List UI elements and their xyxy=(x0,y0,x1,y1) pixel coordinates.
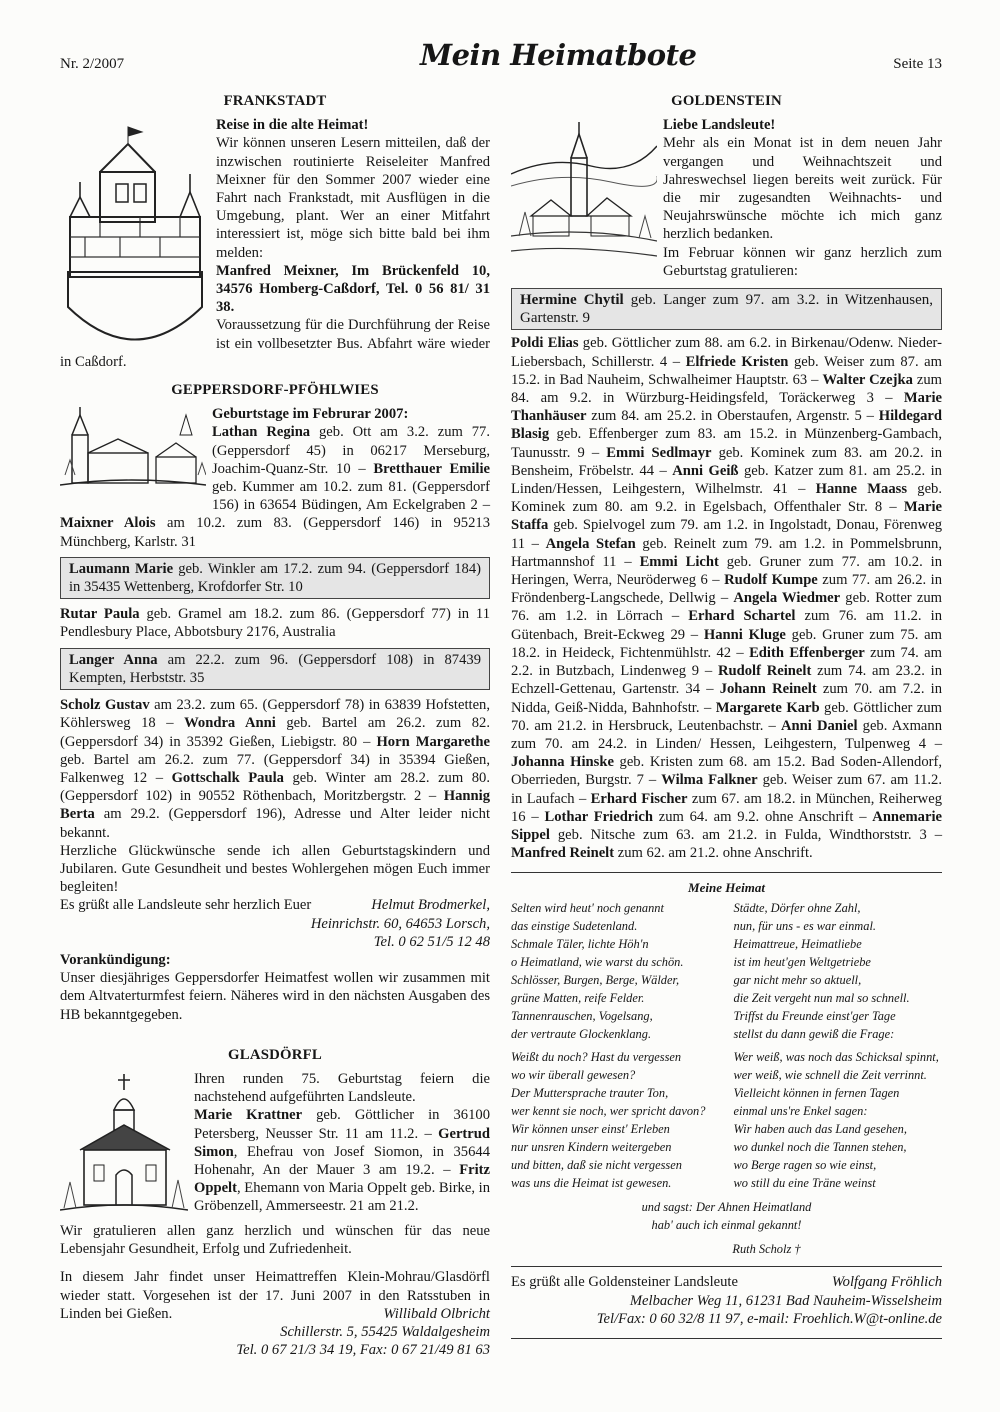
wish-text: Wir gratulieren allen ganz herzlich und wünschen für das neue Lebensjahr Gesundheit, Erfolg und Zufriedenheit. xyxy=(60,1222,490,1258)
section-glasdoerfl xyxy=(60,1046,490,1360)
birthday-name: Elfriede Kristen xyxy=(685,353,789,370)
birthday-name: Lothar Friedrich xyxy=(544,808,653,825)
poem-stanza xyxy=(511,900,942,1043)
poem-line: gar nicht mehr so aktuell, xyxy=(733,972,862,987)
poem-author: Ruth Scholz † xyxy=(732,1241,801,1256)
birthday-name: Hanni Kluge xyxy=(703,626,786,643)
chapel-illustration xyxy=(60,1070,188,1220)
poem-title: Meine Heimat xyxy=(688,880,765,896)
poem-line: ist im heut'gen Weltgetriebe xyxy=(733,954,871,969)
poem-line: Heimattreue, Heimatliebe xyxy=(733,937,862,952)
contact-info: Manfred Meixner, Im Brückenfeld 10, 34576 Homberg-Caßdorf, Tel. 0 56 81/ 31 38. xyxy=(216,262,490,316)
section-frankstadt xyxy=(60,92,490,371)
section-geppersdorf xyxy=(60,381,490,1024)
birthday-name: Angela Wiedmer xyxy=(733,590,841,607)
birthday-details: zum 77. am 26.2. in Fröndenberg-Langschede, Dellwig – xyxy=(511,572,942,607)
signature-contact: Tel/Fax: 0 60 32/8 11 97, e-mail: Froehlich.W@t-online.de xyxy=(596,1310,942,1327)
birthday-list: Scholz Gustav am 23.2. zum 65. (Geppersdorf 78) in 63839 Hofstetten, Köhlersweg 18 – Wondra Anni geb. Bartel am 26.2. zum 82. (Geppersdorf 34) in 35392 Gießen, Liebigstr. 80 – Horn Margarethe geb. Bartel am 26.2. zum 77. (Geppersdorf 34) in 35394 Gießen, Falkenweg 12 – Gottschalk Paula geb. Winter am 28.2. zum 80. (Geppersdorf 102) in 90552 Röthenbach, Moritzbergstr. 2 – Hannig Berta am 29.2. (Geppersdorf 196), Adresse und Alter leider nicht bekannt. xyxy=(60,697,490,841)
poem-line: Weißt du noch? Hast du vergessen xyxy=(511,1050,682,1065)
intro-text: Mehr als ein Monat ist in dem neuen Jahr vergangen und Weihnachtszeit und Jahreswechsel liegen bereits weit zurück. Für die mir zugesandten Weihnachts- und Neujahrswünsche möchte ich mich ganz herzlich bedanken. xyxy=(663,135,942,243)
section-title: GOLDENSTEIN xyxy=(671,93,782,109)
town-landscape-illustration xyxy=(511,116,657,266)
greeting-text: Herzliche Glückwünsche sende ich allen Geburtstagskindern und Jubilaren. Gute Gesundheit und bestes Wohlergehen mögen Euch immer begleiten! xyxy=(60,842,490,896)
birthday-details: zum 74. am 23.2. in Echzell-Gettenau, Gartenstr. 34 – xyxy=(511,663,942,698)
birthday-name: Marie Staffa xyxy=(511,499,942,534)
poem-line: Der Muttersprache trauter Ton, xyxy=(511,1086,669,1101)
birthday-details: geb. Axmann zum 70. am 24.2. in Linden/ Hessen, Leihgestern, Tulpenweg 4 – xyxy=(511,717,942,752)
signature-phone: Tel. 0 67 21/3 34 19, Fax: 0 67 21/49 81 63 xyxy=(236,1342,490,1359)
poem-line: Triffst du Freunde einst'ger Tage xyxy=(733,1008,896,1023)
birthday-name: Anni Daniel xyxy=(780,717,858,734)
birthday-list: Marie Krattner geb. Göttlicher in 36100 Petersberg, Neusser Str. 11 am 11.2. – Gertrud Simon, Ehefrau von Josef Siomon, in 35644 Hohenahr, An der Mauer 3 am 19.2. – Fritz Oppelt, Ehemann von Maria Oppelt geb. Birke, in Gröbenzell, Ammerseestr. 21 am 21.2. xyxy=(194,1107,490,1215)
poem-line: wer weiß, wie schnell die Zeit verrinnt. xyxy=(733,1068,927,1083)
birthday-details: geb. Effenberger zum 83. am 15.2. in Münzenberg-Gambach, Taunusstr. 9 – xyxy=(511,426,942,461)
goldenstein-signature xyxy=(511,1273,942,1328)
poem-line: wo wir überall gewesen? xyxy=(511,1068,636,1083)
birthday-details: zum 76. am 11.2. in Gütenbach, Breit-Eckweg 29 – xyxy=(511,608,942,643)
birthday-name: Hanne Maass xyxy=(815,481,907,498)
poem-stanza-left xyxy=(511,1049,720,1192)
subtitle: Geburtstage im Februrar 2007: xyxy=(212,406,409,423)
divider xyxy=(511,1338,942,1339)
birthday-details: zum 74. am 2.2. in Butzbach, Lindenweg 9 – xyxy=(511,644,942,680)
poem-line: einmal uns're Enkel sagen: xyxy=(733,1104,868,1119)
birthday-name: Johanna Hinske xyxy=(511,754,614,771)
birthday-name: Wilma Falkner xyxy=(661,772,758,789)
birthday-details: zum 84. am 9.2. in Würzburg-Heidingsfeld, Toräckerweg 3 – xyxy=(511,371,942,407)
birthday-details: geb. Rotter zum 76. am 1.2. in Lörrach – xyxy=(511,590,942,625)
poem-stanza-right xyxy=(734,1049,943,1192)
birthday-name: Erhard Schartel xyxy=(688,608,796,625)
announcement-title: Vorankündigung: xyxy=(60,951,171,968)
poem-stanza xyxy=(511,1049,942,1192)
page-header xyxy=(0,0,1000,80)
signature-address: Schillerstr. 5, 55425 Waldalgesheim xyxy=(280,1324,490,1341)
birthday-list: Lathan Regina geb. Ott am 3.2. zum 77. (Geppersdorf 45) in 06217 Merseburg, Joachim-Quanz-Str. 10 – Bretthauer Emilie geb. Kummer am 10.2. zum 81. (Geppersdorf 156) in 63654 Büdingen, Am Eckelgraben 2 – Maixner Alois am 10.2. zum 83. (Geppersdorf 146) in 95213 Münchberg, Karlstr. 31 xyxy=(60,424,490,550)
poem-line: nur unsren Kindern weitergeben xyxy=(511,1140,672,1155)
birthday-name: Walter Czejka xyxy=(822,371,913,388)
birthday-name: Edith Effenberger xyxy=(749,644,865,661)
poem-line: o Heimatland, wie warst du schön. xyxy=(511,954,684,969)
section-goldenstein xyxy=(511,92,942,862)
body-text: Voraussetzung für die Durchführung der Reise ist ein vollbesetzter Bus. Abfahrt wäre wieder in Caßdorf. xyxy=(60,317,490,370)
birthday-name: Emmi Sedlmayr xyxy=(606,444,712,461)
birthday-name: Margarete Karb xyxy=(715,699,820,716)
poem-line: nun, für uns - es war einmal. xyxy=(733,919,876,934)
poem-line: Selten wird heut' noch genannt xyxy=(511,901,664,916)
birthday-details: geb. Reinelt zum 79. am 1.2. in Pommelsbrunn, Hartmannshof 11 – xyxy=(511,535,942,570)
birthday-entry: Rutar Paula geb. Gramel am 18.2. zum 86. (Geppersdorf 77) in 11 Pendlesbury Place, Abbotsbury 2176, Australia xyxy=(60,606,490,641)
castle-illustration xyxy=(60,122,210,342)
subtitle: Reise in die alte Heimat! xyxy=(216,117,369,134)
poem-line: was uns die Heimat ist gewesen. xyxy=(511,1175,672,1190)
poem-line: Vielleicht können in fernen Tagen xyxy=(733,1086,900,1101)
birthday-name: Anni Geiß xyxy=(672,462,739,479)
poem-line: wo still du eine Träne weinst xyxy=(733,1175,876,1190)
birthday-details: zum 62. am 21.2. ohne Anschrift. xyxy=(614,845,813,862)
birthday-name: Rudolf Kumpe xyxy=(724,572,818,589)
poem-line: und bitten, daß sie nicht vergessen xyxy=(511,1157,682,1172)
poem-line: Schmale Täler, lichte Höh'n xyxy=(511,937,649,952)
signature-address: Heinrichstr. 60, 64653 Lorsch, xyxy=(310,915,490,932)
poem-line: Wir können unser einst' Erleben xyxy=(511,1122,670,1137)
poem-line: das einstige Sudetenland. xyxy=(511,919,638,934)
poem-line: wo dunkel noch die Tannen stehen, xyxy=(733,1140,907,1155)
signature-address: Melbacher Weg 11, 61231 Bad Nauheim-Wisselsheim xyxy=(629,1292,942,1309)
birthday-name: Angela Stefan xyxy=(545,535,636,552)
birthday-name: Rudolf Reinelt xyxy=(717,663,812,680)
birthday-name: Annemarie Sippel xyxy=(511,808,942,843)
intro-text-2: Im Februar können wir ganz herzlich zum Geburtstag gratulieren: xyxy=(663,244,942,279)
birthday-details: geb. Göttlicher zum 70. am 21.2. in Hersbruck, Leutenbachstr. – xyxy=(511,699,942,734)
section-title: FRANKSTADT xyxy=(223,93,327,109)
birthday-details: geb. Katzer zum 81. am 25.2. in Linden/Hessen, Leihgestern, Wilhelmstr. 41 – xyxy=(511,462,942,498)
poem-line: stellst du dann gewiß die Frage: xyxy=(733,1026,895,1041)
birthday-name: Hildegard Blasig xyxy=(511,408,942,443)
birthday-name: Manfred Reinelt xyxy=(511,845,615,862)
signature-name: Willibald Olbricht xyxy=(383,1305,490,1322)
birthday-name: Emmi Licht xyxy=(639,553,719,570)
highlight-box: Hermine Chytil geb. Langer zum 97. am 3.2. in Witzenhausen, Gartenstr. 9 xyxy=(511,288,942,330)
birthday-name: Erhard Fischer xyxy=(590,790,688,807)
poem-line: hab' auch ich einmal gekannt! xyxy=(651,1217,802,1232)
birthday-details: zum 70. am 7.2. in Nidda, Geiß-Nidda, Bahnhofstr. – xyxy=(511,681,943,716)
poem-line: Tannenrauschen, Vogelsang, xyxy=(511,1008,653,1023)
poem-line: der vertraute Glockenklang. xyxy=(511,1026,652,1041)
page-number: Seite 13 xyxy=(893,56,942,72)
poem-line: Schlösser, Burgen, Berge, Wälder, xyxy=(511,972,680,987)
birthday-details: geb. Gruner zum 75. am 18.2. in Heideck, Fichtenmühlstr. 42 – xyxy=(511,626,943,661)
poem-line: grüne Matten, reife Felder. xyxy=(511,990,645,1005)
poem-stanza-right xyxy=(734,900,943,1043)
poem-line: wo Berge ragen so wie einst, xyxy=(733,1157,877,1172)
birthday-details: geb. Kominek zum 80. am 9.2. in Egelsbach, Offenthaler Str. 8 – xyxy=(511,481,942,516)
section-title: GEPPERSDORF-PFÖHLWIES xyxy=(171,382,379,399)
birthday-name: Johann Reinelt xyxy=(719,681,817,698)
poem-line: wer kennt sie noch, wer spricht davon? xyxy=(511,1104,706,1119)
regards-line: Es grüßt alle Landsleute sehr herzlich Euer Helmut Brodmerkel, xyxy=(60,897,490,914)
birthday-details: geb. Kristen zum 68. am 15.2. Bad Soden-Allendorf, Oberrieden, Burgstr. 7 – xyxy=(511,754,942,789)
birthday-details: zum 67. am 18.2. in München, Reiherweg 16 – xyxy=(511,790,942,825)
birthday-details: zum 64. am 9.2. ohne Anschrift – xyxy=(652,808,873,825)
highlight-box: Laumann Marie geb. Winkler am 17.2. zum 94. (Geppersdorf 184) in 35435 Wettenberg, Krofdorfer Str. 10 xyxy=(60,557,490,599)
announcement-text: Unser diesjähriges Geppersdorfer Heimatfest wollen wir zusammen mit dem Altvaterturmfest feiern. Näheres wird in den nächsten Ausgaben des HB bekanntgegeben. xyxy=(60,970,490,1023)
poem-line: und sagst: Der Ahnen Heimatland xyxy=(641,1199,812,1214)
birthday-details: geb. Nitsche zum 63. am 21.2. in Fulda, Windthorststr. 3 – xyxy=(549,826,942,843)
birthday-name: Poldi Elias xyxy=(511,335,579,352)
left-column xyxy=(60,92,490,1360)
birthday-details: geb. Weiser zum 67. am 11.2. in Laufach – xyxy=(511,772,943,807)
highlight-box: Langer Anna am 22.2. zum 96. (Geppersdorf 108) in 87439 Kempten, Herbststr. 35 xyxy=(60,648,490,690)
right-column xyxy=(511,92,942,1345)
divider xyxy=(511,1266,942,1267)
issue-number: Nr. 2/2007 xyxy=(60,56,125,72)
poem-line: die Zeit vergeht nun mal so schnell. xyxy=(733,990,910,1005)
meeting-text: In diesem Jahr findet unser Heimattreffen Klein-Mohrau/Glasdörfl wieder statt. Vorgesehen ist der 17. Juni 2007 in den Ratsstuben in Linden bei Gießen. xyxy=(60,1269,490,1322)
divider xyxy=(511,872,942,873)
birthday-list xyxy=(511,334,942,862)
birthday-details: geb. Spielvogel zum 79. am 1.2. in Ingolstadt, Donau, Förenweg 11 – xyxy=(511,517,942,552)
body-text: Wir können unseren Lesern mitteilen, daß der inzwischen routinierte Reiseleiter Manfred Meixner für den Sommer 2007 wieder eine Fahrt nach Frankstadt, mit Ausflügen in die Umgebung, plant. Wer an einer Mitfahrt interessiert ist, möge sich bitte bald bei ihm melden: xyxy=(216,135,490,261)
poem-ending xyxy=(511,1199,942,1235)
section-title: GLASDÖRFL xyxy=(228,1046,322,1063)
village-church-illustration xyxy=(60,405,206,495)
birthday-details: geb. Göttlicher zum 88. am 6.2. in Birkenau/Odenw. Nieder-Liebersbach, Schillerstr. 4 – xyxy=(511,335,942,370)
poem-line: Wir haben auch das Land gesehen, xyxy=(733,1122,907,1137)
poem-line: Städte, Dörfer ohne Zahl, xyxy=(733,901,861,916)
subtitle: Liebe Landsleute! xyxy=(663,117,776,134)
poem-stanza-left xyxy=(511,900,720,1043)
intro-text: Ihren runden 75. Geburtstag feiern die nachstehend aufgeführten Landsleute. xyxy=(194,1070,490,1106)
birthday-details: geb. Kominek zum 83. am 20.2. in Bensheim, Fröbelstr. 44 – xyxy=(511,444,942,479)
poem-line: Wer weiß, was noch das Schicksal spinnt, xyxy=(733,1050,939,1065)
poem-meine-heimat xyxy=(511,879,942,1258)
masthead-logo: Mein Heimatbote xyxy=(420,38,697,72)
birthday-name: Marie Thanhäuser xyxy=(511,390,942,425)
birthday-details: geb. Gruner zum 77. am 10.2. in Heringen, Werra, Neuröderweg 6 – xyxy=(511,553,943,589)
birthday-details: geb. Weiser zum 87. am 15.2. in Bad Nauheim, Schwalheimer Hauptstr. 63 – xyxy=(511,353,942,388)
birthday-details: zum 84. am 25.2. in Oberstaufen, Argenstr. 5 – xyxy=(586,408,879,425)
signature-phone: Tel. 0 62 51/5 12 48 xyxy=(373,933,490,950)
regards-line: Es grüßt alle Goldensteiner Landsleute Wolfgang Fröhlich xyxy=(511,1274,942,1291)
